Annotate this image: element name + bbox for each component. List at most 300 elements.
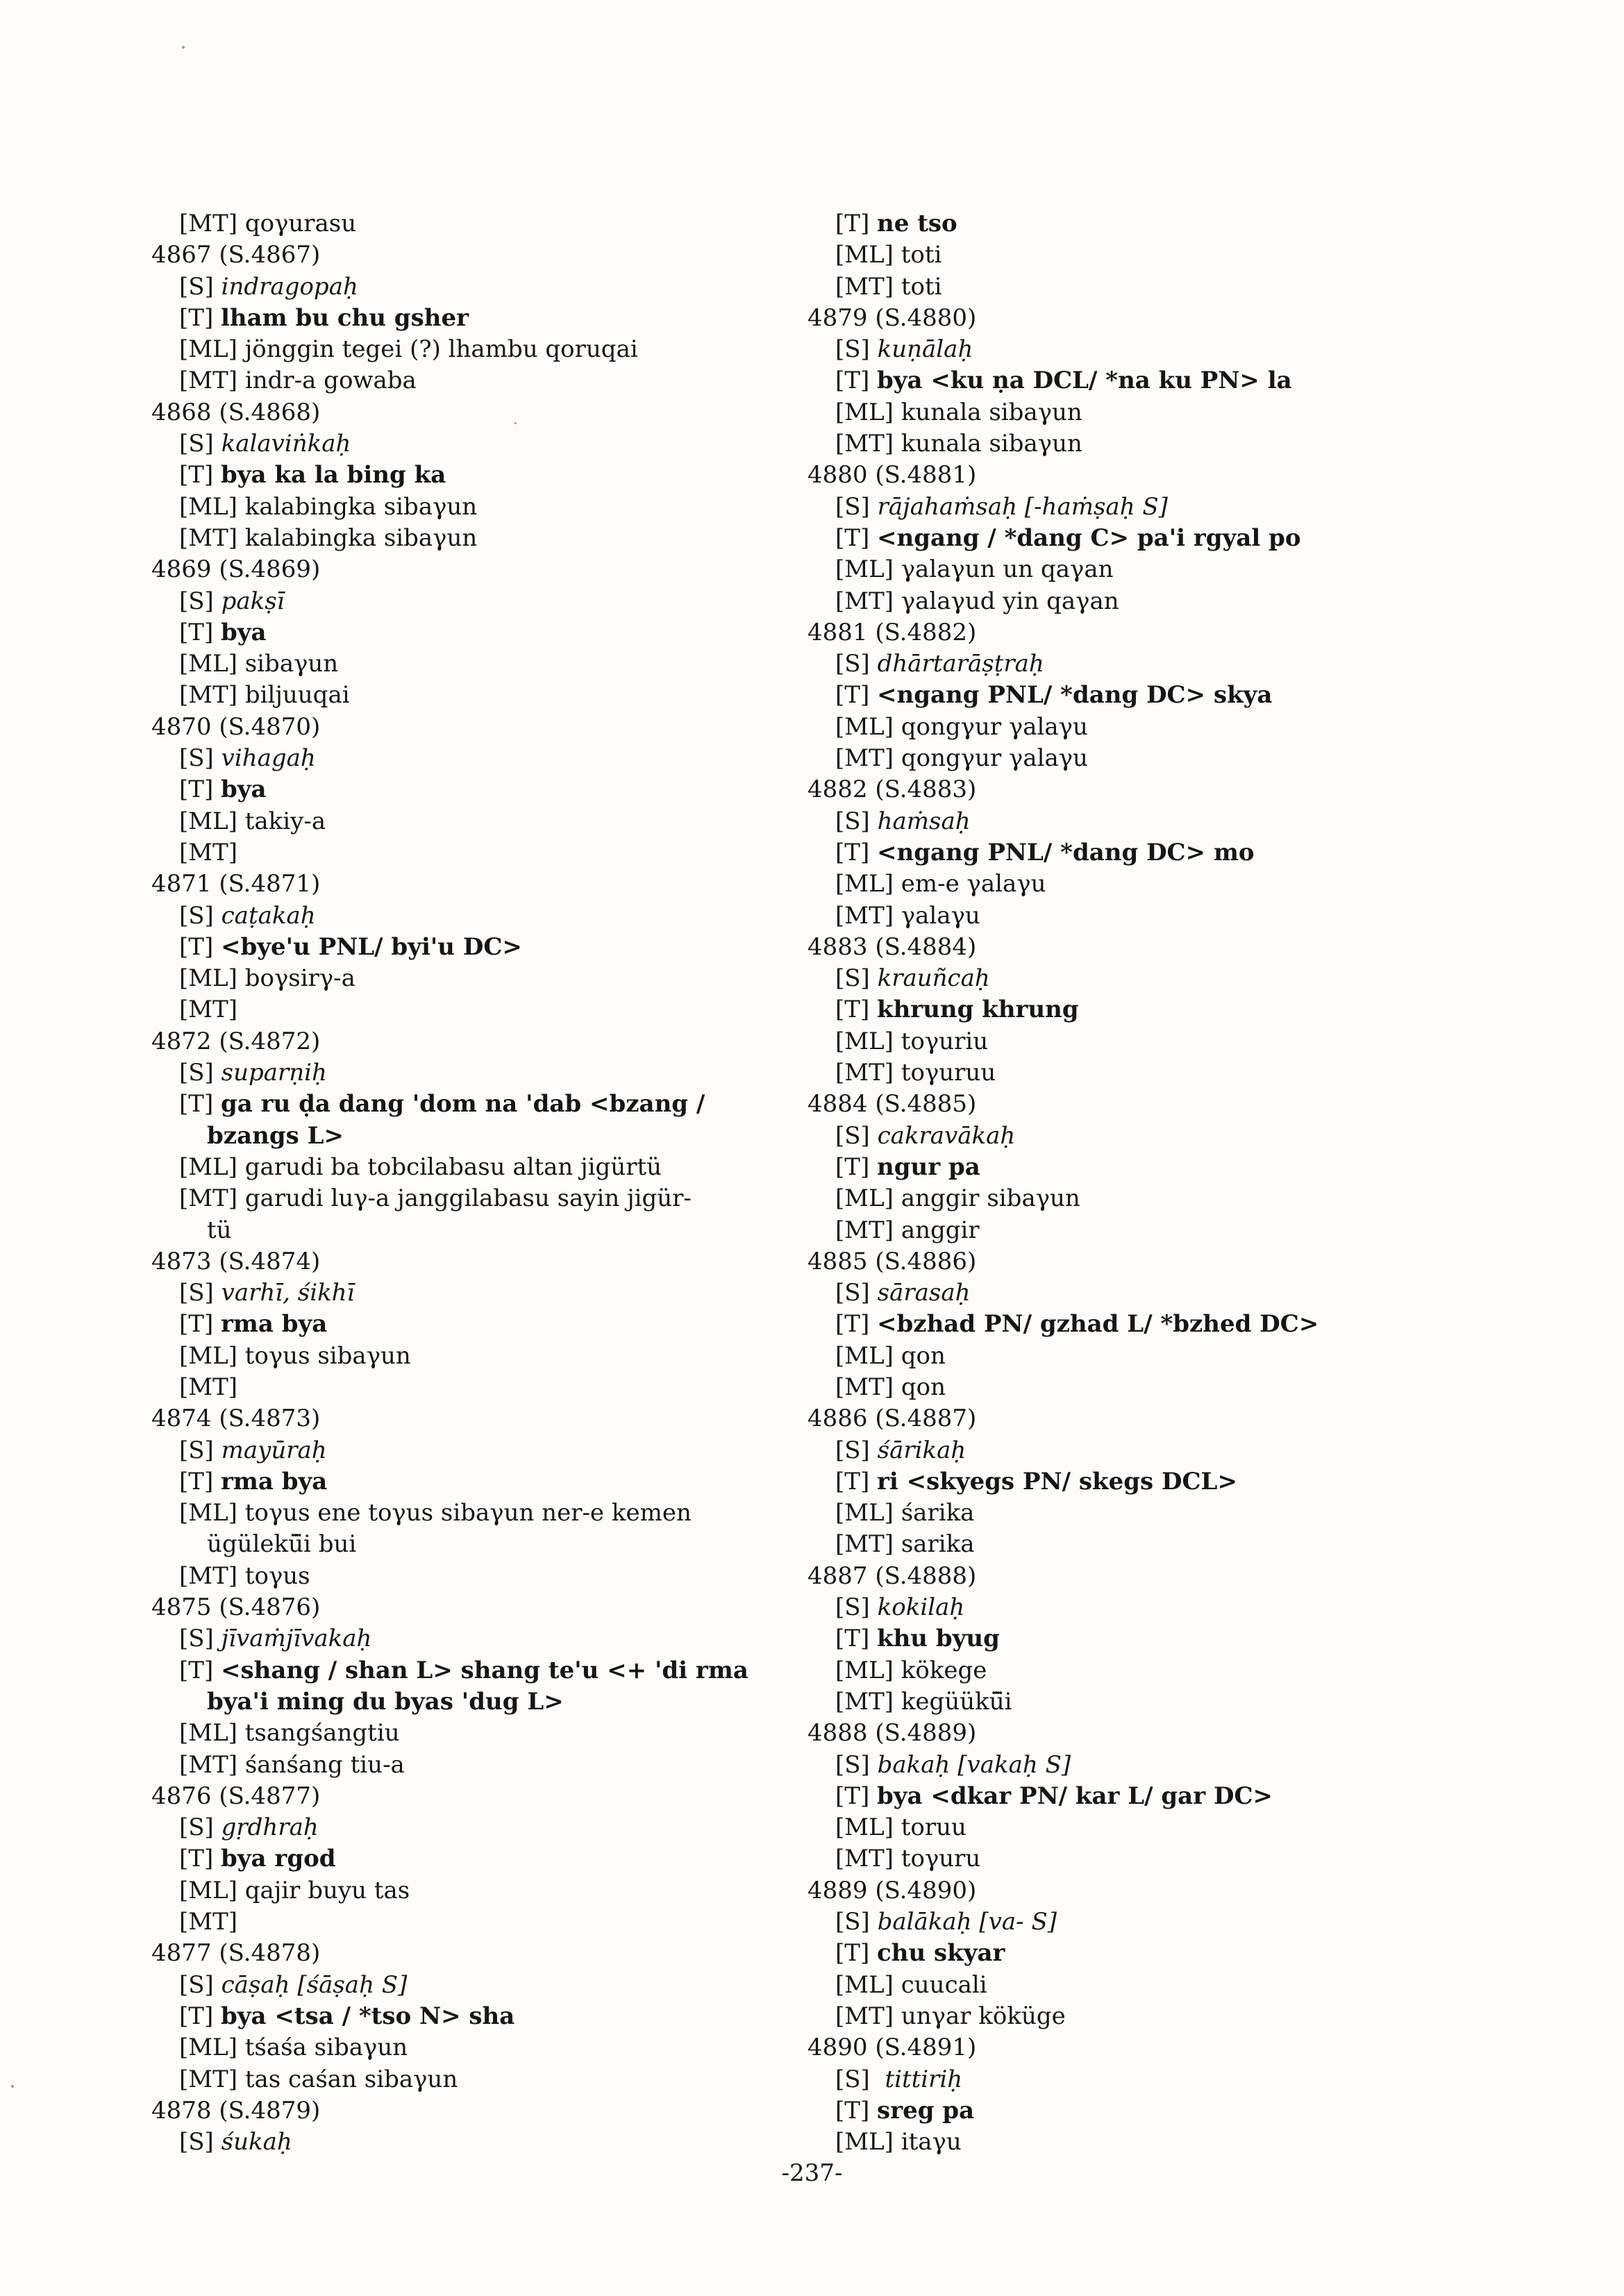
language-tag: [S] — [179, 1813, 221, 1842]
entry-text: [MT] toγus — [179, 1561, 310, 1590]
entry-text: 4886 (S.4887) — [807, 1405, 977, 1433]
sanskrit-term: vihagaḥ — [221, 744, 316, 773]
entry-line — [151, 2095, 790, 2127]
entry-line — [807, 2064, 1446, 2095]
entry-line — [151, 1875, 790, 1907]
sanskrit-term: tittiriḥ — [885, 2065, 963, 2093]
language-tag: [T] — [179, 932, 221, 961]
sanskrit-term: krauñcaḥ — [877, 964, 990, 993]
entry-text: [ML] boγsirγ-a — [179, 964, 355, 993]
entry-line — [807, 397, 1446, 428]
tibetan-term: rma bya — [221, 1467, 328, 1495]
language-tag: [S] — [835, 1750, 878, 1779]
entry-line — [151, 1592, 790, 1623]
language-tag: [T] — [179, 618, 221, 646]
language-tag: [T] — [179, 2002, 221, 2030]
entry-line — [151, 1152, 790, 1183]
entry-text: 4889 (S.4890) — [807, 1876, 977, 1904]
entry-text: [ML] γalaγun un qaγan — [835, 555, 1114, 584]
entry-line — [807, 2001, 1446, 2032]
entry-line — [151, 1623, 790, 1654]
sanskrit-term: śārikaḥ — [877, 1436, 966, 1464]
language-tag: [T] — [179, 1467, 221, 1495]
language-tag: [S] — [179, 1436, 221, 1464]
entry-line — [807, 994, 1446, 1025]
language-tag: [S] — [179, 430, 221, 458]
entry-text: [ML] qon — [835, 1341, 946, 1370]
entry-line — [151, 1341, 790, 1372]
entry-line — [807, 932, 1446, 963]
entry-text: [ML] kalabingka sibaγun — [179, 492, 478, 521]
entry-line — [807, 1057, 1446, 1089]
entry-line — [807, 334, 1446, 365]
sanskrit-term: caṭakaḥ — [221, 901, 316, 930]
entry-line — [151, 1277, 790, 1309]
tibetan-term: bya <dkar PN/ kar L/ gar DC> — [877, 1782, 1273, 1810]
entry-text: [MT] γalaγud yin qaγan — [835, 587, 1119, 615]
entry-line — [151, 900, 790, 932]
language-tag: [S] — [835, 2065, 885, 2093]
entry-line — [151, 837, 790, 869]
sanskrit-term: rājahaṁsaḥ [-haṁṣaḥ S] — [877, 492, 1168, 521]
entry-line — [807, 1466, 1446, 1498]
entry-line — [807, 963, 1446, 994]
entry-text: 4876 (S.4877) — [151, 1782, 321, 1810]
entry-line — [151, 1781, 790, 1812]
sanskrit-term: bakaḥ [vakaḥ S] — [877, 1750, 1071, 1779]
entry-text: 4882 (S.4883) — [807, 776, 977, 804]
entry-line — [807, 900, 1446, 932]
entry-line — [151, 1057, 790, 1089]
entry-text: 4887 (S.4888) — [807, 1561, 977, 1590]
sanskrit-term: indragopaḥ — [221, 272, 358, 301]
entry-line — [807, 2095, 1446, 2127]
entry-line — [807, 523, 1446, 554]
sanskrit-term: pakṣī — [221, 587, 285, 615]
entry-line — [807, 1812, 1446, 1843]
entry-text: [ML] tśaśa sibaγun — [179, 2034, 408, 2062]
tibetan-term: bya <tsa / *tso N> sha — [221, 2002, 515, 2030]
entry-line — [151, 963, 790, 994]
entry-line — [807, 1592, 1446, 1623]
language-tag: [S] — [835, 1908, 878, 1936]
tibetan-term: <shang / shan L> shang te'u <+ 'di rma — [221, 1656, 748, 1684]
scan-speck — [514, 422, 517, 424]
entry-line — [151, 586, 790, 617]
entry-line — [807, 1498, 1446, 1529]
entry-line — [807, 492, 1446, 523]
entry-text: [MT] anggir — [835, 1216, 980, 1244]
entry-text: [MT] qon — [835, 1373, 946, 1401]
entry-line — [151, 1026, 790, 1057]
entry-text: [MT] kegüükü̈i — [835, 1687, 1012, 1716]
entry-text: 4874 (S.4873) — [151, 1405, 321, 1433]
entry-line — [807, 1215, 1446, 1246]
entry-line — [807, 1718, 1446, 1749]
entry-line — [807, 1435, 1446, 1466]
entry-text: [MT] kunala sibaγun — [835, 430, 1082, 458]
page-number: -237- — [781, 2159, 843, 2187]
entry-text: [ML] toγus sibaγun — [179, 1341, 411, 1370]
entry-text: [ML] qongγur γalaγu — [835, 712, 1088, 741]
entry-line — [151, 1372, 790, 1403]
language-tag: [T] — [835, 367, 878, 395]
entry-line — [807, 1309, 1446, 1340]
language-tag: [T] — [835, 1310, 878, 1339]
language-tag: [S] — [179, 901, 221, 930]
entry-line — [151, 680, 790, 711]
language-tag: [T] — [835, 1467, 878, 1495]
entry-line — [807, 1623, 1446, 1654]
sanskrit-term: kalaviṅkaḥ — [221, 430, 351, 458]
entry-line — [151, 1970, 790, 2001]
entry-line — [807, 460, 1446, 491]
language-tag: [T] — [179, 303, 221, 332]
entry-line — [807, 1781, 1446, 1812]
tibetan-term: bya — [221, 776, 267, 804]
entry-line — [807, 208, 1446, 240]
entry-text: [ML] toγuriu — [835, 1027, 989, 1055]
entry-text: 4869 (S.4869) — [151, 555, 321, 584]
sanskrit-term: cāṣaḥ [śāṣaḥ S] — [221, 1970, 408, 1999]
tibetan-term: ga ru ḍa dang 'dom na 'dab <bzang / — [221, 1090, 705, 1118]
sanskrit-term: sārasaḥ — [877, 1279, 971, 1307]
entry-line — [807, 1843, 1446, 1875]
entry-line — [151, 2032, 790, 2063]
sanskrit-term: dhārtarāṣṭraḥ — [877, 650, 1044, 678]
entry-text: 4880 (S.4881) — [807, 461, 977, 489]
entry-text: 4873 (S.4874) — [151, 1247, 321, 1275]
entry-text: [MT] sarika — [835, 1530, 975, 1559]
entry-line — [807, 837, 1446, 869]
sanskrit-term: mayūraḥ — [221, 1436, 327, 1464]
entry-line — [151, 1750, 790, 1781]
sanskrit-term: gṛdhraḥ — [221, 1813, 319, 1842]
entry-line — [151, 240, 790, 271]
entry-line — [151, 1529, 790, 1560]
language-tag: [S] — [835, 1436, 878, 1464]
language-tag: [T] — [835, 996, 878, 1024]
entry-text: [MT] toγuru — [835, 1845, 981, 1873]
entry-text: 4890 (S.4891) — [807, 2034, 977, 2062]
entry-line — [807, 1655, 1446, 1686]
language-tag: [T] — [835, 210, 878, 237]
entry-line — [151, 1655, 790, 1686]
language-tag: [T] — [179, 461, 221, 489]
language-tag: [T] — [835, 523, 878, 552]
tibetan-term: khu byug — [877, 1625, 1000, 1653]
entry-line — [151, 743, 790, 774]
entry-line — [151, 334, 790, 365]
entry-line — [151, 303, 790, 334]
tibetan-term: chu skyar — [877, 1939, 1005, 1968]
entry-line — [151, 397, 790, 428]
entry-line — [151, 271, 790, 303]
entry-line — [151, 492, 790, 523]
sanskrit-term: kokilaḥ — [877, 1593, 965, 1622]
entry-line — [151, 1121, 790, 1152]
entry-line — [807, 1750, 1446, 1781]
entry-line — [807, 1561, 1446, 1592]
language-tag: [S] — [179, 2128, 221, 2156]
entry-text: 4868 (S.4868) — [151, 398, 321, 426]
entry-text: [MT] tas caśan sibaγun — [179, 2065, 458, 2093]
entry-line — [151, 2001, 790, 2032]
entry-line — [807, 2127, 1446, 2158]
entry-line — [807, 1277, 1446, 1309]
scan-speck — [11, 2085, 14, 2088]
tibetan-term: sreg pa — [877, 2096, 975, 2125]
entry-text: 4872 (S.4872) — [151, 1027, 321, 1055]
entry-text: ügülekü̈i bui — [207, 1530, 357, 1559]
entry-text: [MT] kalabingka sibaγun — [179, 523, 478, 552]
entry-text: [ML] qajir buyu tas — [179, 1876, 410, 1904]
language-tag: [T] — [835, 1782, 878, 1810]
sanskrit-term: kuṇālaḥ — [877, 335, 973, 364]
tibetan-term: lham bu chu gsher — [221, 303, 469, 332]
sanskrit-term: jīvaṁjīvakaḥ — [221, 1625, 372, 1653]
entry-text: 4879 (S.4880) — [807, 303, 977, 332]
entry-line — [807, 1089, 1446, 1120]
entry-line — [807, 1026, 1446, 1057]
tibetan-term: bya <ku ṇa DCL/ *na ku PN> la — [877, 367, 1292, 395]
entry-line — [151, 712, 790, 743]
entry-text: [ML] toti — [835, 241, 942, 269]
language-tag: [S] — [835, 1121, 878, 1150]
entry-text: [ML] kunala sibaγun — [835, 398, 1082, 426]
language-tag: [S] — [179, 1625, 221, 1653]
language-tag: [S] — [179, 272, 221, 301]
language-tag: [S] — [179, 1970, 221, 1999]
entry-text: [MT] qongγur γalaγu — [835, 744, 1088, 773]
entry-text: [ML] jönggin tegei (?) lhambu qoruqai — [179, 335, 638, 364]
entry-line — [807, 1183, 1446, 1214]
entry-line — [151, 1215, 790, 1246]
tibetan-term: ne tso — [877, 210, 957, 237]
entry-text: 4888 (S.4889) — [807, 1719, 977, 1748]
tibetan-term: bzangs L> — [207, 1121, 344, 1150]
entry-line — [807, 617, 1446, 648]
tibetan-term: <ngang PNL/ *dang DC> skya — [877, 681, 1273, 710]
entry-text: 4870 (S.4870) — [151, 712, 321, 741]
language-tag: [T] — [835, 1939, 878, 1968]
entry-line — [807, 774, 1446, 805]
language-tag: [T] — [179, 1090, 221, 1118]
language-tag: [S] — [179, 1059, 221, 1087]
entry-text: [MT] — [179, 996, 238, 1024]
entry-line — [807, 240, 1446, 271]
entry-line — [151, 1403, 790, 1434]
entry-line — [151, 1498, 790, 1529]
entry-text: [ML] takiy-a — [179, 807, 326, 835]
entry-text: [MT] toγuruu — [835, 1059, 996, 1087]
right-column — [807, 208, 1446, 2158]
entry-text: [MT] qoγurasu — [179, 210, 357, 237]
entry-text: 4885 (S.4886) — [807, 1247, 977, 1275]
entry-line — [151, 1561, 790, 1592]
entry-line — [807, 2032, 1446, 2063]
entry-line — [151, 1089, 790, 1120]
entry-line — [807, 712, 1446, 743]
entry-text: [ML] sibaγun — [179, 650, 339, 678]
entry-line — [151, 2064, 790, 2095]
entry-line — [151, 1435, 790, 1466]
left-column — [151, 208, 790, 2158]
entry-line — [151, 1938, 790, 1969]
entry-line — [807, 1121, 1446, 1152]
entry-text: 4883 (S.4884) — [807, 932, 977, 961]
entry-line — [151, 365, 790, 396]
entry-line — [151, 648, 790, 680]
entry-line — [807, 743, 1446, 774]
entry-line — [807, 554, 1446, 585]
entry-line — [807, 1403, 1446, 1434]
tibetan-term: <bye'u PNL/ byi'u DC> — [221, 932, 522, 961]
language-tag: [S] — [835, 650, 878, 678]
language-tag: [T] — [835, 1625, 878, 1653]
entry-text: [ML] em-e γalaγu — [835, 870, 1046, 898]
entry-line — [807, 1529, 1446, 1560]
entry-text: 4875 (S.4876) — [151, 1593, 321, 1622]
entry-line — [151, 932, 790, 963]
language-tag: [T] — [179, 1845, 221, 1873]
entry-line — [151, 1183, 790, 1214]
language-tag: [S] — [835, 807, 878, 835]
entry-text: [ML] toγus ene toγus sibaγun ner-e kemen — [179, 1499, 692, 1527]
sanskrit-term: balākaḥ [va- S] — [877, 1908, 1057, 1936]
entry-line — [807, 365, 1446, 396]
entry-text: [MT] — [179, 1908, 238, 1936]
entry-text: [MT] — [179, 1373, 238, 1401]
entry-line — [151, 2127, 790, 2158]
entry-line — [151, 994, 790, 1025]
entry-line — [151, 523, 790, 554]
entry-text: [MT] biljuuqai — [179, 681, 350, 710]
entry-text: 4867 (S.4867) — [151, 241, 321, 269]
entry-line — [151, 1812, 790, 1843]
tibetan-term: ngur pa — [877, 1153, 980, 1181]
language-tag: [S] — [179, 744, 221, 773]
entry-line — [807, 1686, 1446, 1718]
tibetan-term: <bzhad PN/ gzhad L/ *bzhed DC> — [877, 1310, 1319, 1339]
tibetan-term: rma bya — [221, 1310, 328, 1339]
entry-text: [ML] śarika — [835, 1499, 975, 1527]
entry-line — [807, 806, 1446, 837]
tibetan-term: khrung khrung — [877, 996, 1079, 1024]
entry-line — [807, 1970, 1446, 2001]
language-tag: [S] — [835, 1593, 878, 1622]
entry-line — [807, 648, 1446, 680]
tibetan-term: ri <skyegs PN/ skegs DCL> — [877, 1467, 1237, 1495]
language-tag: [S] — [835, 964, 878, 993]
entry-line — [807, 586, 1446, 617]
tibetan-term: bya ka la bing ka — [221, 461, 446, 489]
entry-text: 4871 (S.4871) — [151, 870, 321, 898]
entry-line — [151, 806, 790, 837]
entry-line — [151, 1686, 790, 1718]
entry-line — [807, 428, 1446, 460]
entry-line — [807, 680, 1446, 711]
entry-text: [MT] indr-a gowaba — [179, 367, 417, 395]
tibetan-term: <ngang PNL/ *dang DC> mo — [877, 838, 1255, 866]
entry-line — [807, 1246, 1446, 1277]
sanskrit-term: haṁsaḥ — [877, 807, 971, 835]
entry-text: [MT] toti — [835, 272, 942, 301]
language-tag: [S] — [835, 492, 878, 521]
language-tag: [T] — [179, 1656, 221, 1684]
language-tag: [S] — [179, 1279, 221, 1307]
entry-text: [ML] garudi ba tobcilabasu altan jigürtü — [179, 1153, 662, 1181]
entry-text: [ML] cuucali — [835, 1970, 987, 1999]
tibetan-term: bya — [221, 618, 267, 646]
entry-line — [807, 1372, 1446, 1403]
language-tag: [T] — [835, 838, 878, 866]
entry-text: 4884 (S.4885) — [807, 1090, 977, 1118]
entry-line — [151, 1309, 790, 1340]
entry-line — [151, 1466, 790, 1498]
entry-text: [ML] toruu — [835, 1813, 966, 1842]
entry-line — [807, 271, 1446, 303]
entry-line — [807, 869, 1446, 900]
entry-line — [151, 428, 790, 460]
language-tag: [T] — [179, 1310, 221, 1339]
entry-line — [151, 460, 790, 491]
entry-line — [151, 1246, 790, 1277]
entry-text: 4881 (S.4882) — [807, 618, 977, 646]
language-tag: [T] — [835, 2096, 878, 2125]
entry-text: [MT] unγar köküge — [835, 2002, 1066, 2030]
entry-text: [ML] tsangśangtiu — [179, 1719, 400, 1748]
entry-text: [MT] śanśang tiu-a — [179, 1750, 405, 1779]
entry-text: 4878 (S.4879) — [151, 2096, 321, 2125]
entry-text: [MT] garudi luγ-a janggilabasu sayin jigür- — [179, 1184, 692, 1213]
entry-line — [151, 1843, 790, 1875]
language-tag: [T] — [835, 1153, 878, 1181]
entry-line — [807, 1341, 1446, 1372]
entry-line — [807, 1875, 1446, 1907]
entry-line — [151, 1907, 790, 1938]
entry-line — [807, 303, 1446, 334]
entry-line — [151, 1718, 790, 1749]
sanskrit-term: cakravākaḥ — [877, 1121, 1016, 1150]
entry-text: [ML] kökege — [835, 1656, 987, 1684]
tibetan-term: <ngang / *dang C> pa'i rgyal po — [877, 523, 1301, 552]
entry-line — [151, 617, 790, 648]
language-tag: [S] — [179, 587, 221, 615]
entry-line — [151, 774, 790, 805]
entry-text: [ML] anggir sibaγun — [835, 1184, 1080, 1213]
entry-line — [151, 554, 790, 585]
language-tag: [S] — [835, 1279, 878, 1307]
entry-text: tü — [207, 1216, 232, 1244]
entry-text: [MT] γalaγu — [835, 901, 980, 930]
tibetan-term: bya rgod — [221, 1845, 336, 1873]
tibetan-term: bya'i ming du byas 'dug L> — [207, 1687, 564, 1716]
entry-text: [MT] — [179, 838, 238, 866]
scan-speck — [182, 46, 185, 49]
language-tag: [T] — [179, 776, 221, 804]
entry-text: [ML] itaγu — [835, 2128, 962, 2156]
sanskrit-term: śukaḥ — [221, 2128, 292, 2156]
entry-text: 4877 (S.4878) — [151, 1939, 321, 1968]
entry-line — [807, 1907, 1446, 1938]
entry-line — [807, 1152, 1446, 1183]
entry-line — [151, 869, 790, 900]
sanskrit-term: varhī, śikhī — [221, 1279, 355, 1307]
language-tag: [T] — [835, 681, 878, 710]
sanskrit-term: suparṇiḥ — [221, 1059, 327, 1087]
entry-line — [151, 208, 790, 240]
